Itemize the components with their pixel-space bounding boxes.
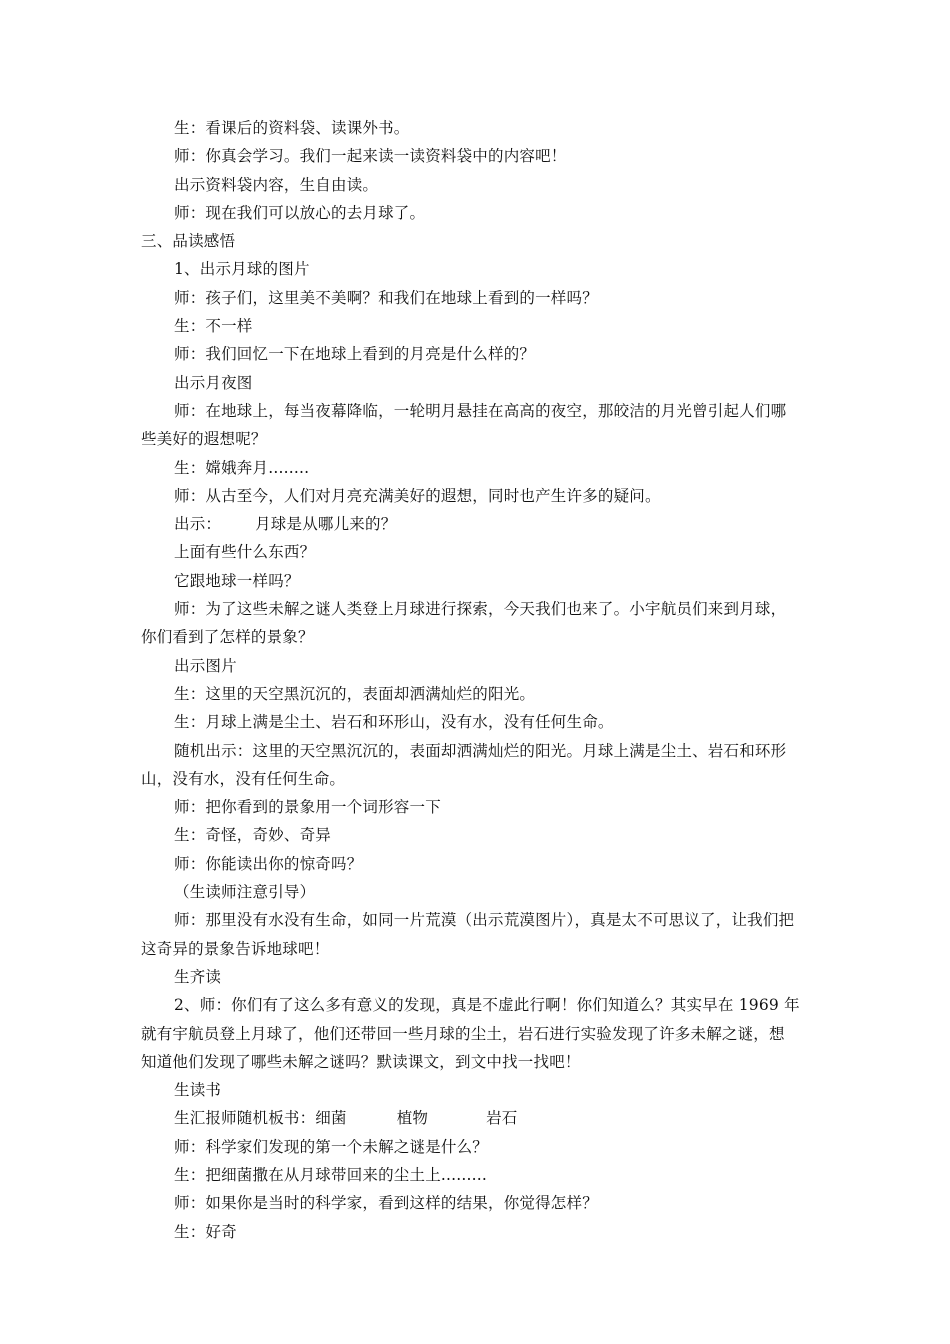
- paragraph: 生：奇怪，奇妙、奇异: [174, 826, 332, 845]
- board-item-plants: 植物: [396, 1109, 429, 1128]
- paragraph-line: 山，没有水，没有任何生命。: [141, 769, 346, 788]
- board-intro: 生汇报师随机板书：细菌: [174, 1109, 347, 1128]
- paragraph: 师：从古至今，人们对月亮充满美好的遐想，同时也产生许多的疑问。: [174, 486, 661, 505]
- paragraph: 出示资料袋内容，生自由读。: [174, 175, 379, 194]
- paragraph: 师：把你看到的景象用一个词形容一下: [174, 798, 441, 817]
- paragraph: 师：科学家们发现的第一个未解之谜是什么？: [174, 1137, 489, 1156]
- board-item-rocks: 岩石: [486, 1109, 518, 1128]
- paragraph: 生：好奇: [174, 1222, 237, 1241]
- paragraph: 师：孩子们，这里美不美啊？和我们在地球上看到的一样吗？: [174, 288, 598, 307]
- paragraph: 师：我们回忆一下在地球上看到的月亮是什么样的？: [174, 345, 536, 364]
- paragraph: 生读书: [174, 1081, 222, 1100]
- paragraph: 生：嫦娥奔月........: [174, 458, 310, 477]
- paragraph: 师：你能读出你的惊奇吗？: [174, 854, 363, 873]
- paragraph-line: 就有宇航员登上月球了，他们还带回一些月球的尘土，岩石进行实验发现了许多未解之谜，想: [141, 1024, 785, 1043]
- paragraph: 生：把细菌撒在从月球带回来的尘土上.........: [174, 1165, 488, 1184]
- paragraph: 生：看课后的资料袋、读课外书。: [174, 119, 410, 137]
- paragraph: （生读师注意引导）: [174, 883, 316, 902]
- paragraph: 师：现在我们可以放心的去月球了。: [174, 203, 426, 222]
- paragraph-line: 师：那里没有水没有生命，如同一片荒漠（出示荒漠图片），真是太不可思议了，让我们把: [174, 911, 795, 930]
- question-line: 上面有些什么东西？: [174, 543, 316, 562]
- paragraph: 出示图片: [174, 656, 237, 675]
- paragraph-line: 师：为了这些未解之谜人类登上月球进行探索，今天我们也来了。小宇航员们来到月球，: [174, 600, 787, 619]
- question-text: 月球是从哪儿来的？: [255, 515, 397, 534]
- paragraph: 生：月球上满是尘土、岩石和环形山，没有水，没有任何生命。: [174, 713, 614, 732]
- paragraph-line: 这奇异的景象告诉地球吧！: [141, 939, 330, 958]
- paragraph-line: 你们看到了怎样的景象？: [141, 628, 314, 647]
- paragraph: 生：不一样: [174, 317, 253, 336]
- paragraph-line: 师：在地球上，每当夜幕降临，一轮明月悬挂在高高的夜空，那皎洁的月光曾引起人们哪: [174, 401, 787, 420]
- paragraph-line: 些美好的遐想呢？: [141, 430, 267, 449]
- question-line: 它跟地球一样吗？: [174, 571, 300, 590]
- section-heading: 三、品读感悟: [141, 232, 236, 251]
- paragraph: 生：这里的天空黑沉沉的，表面却洒满灿烂的阳光。: [174, 684, 536, 703]
- paragraph: 出示月夜图: [174, 373, 253, 392]
- paragraph: 生齐读: [174, 967, 222, 986]
- paragraph-line: 知道他们发现了哪些未解之谜吗？默读课文，到文中找一找吧！: [141, 1052, 581, 1071]
- paragraph: [141, 1104, 811, 1132]
- paragraph-line: 随机出示：这里的天空黑沉沉的，表面却洒满灿烂的阳光。月球上满是尘土、岩石和环形: [174, 741, 787, 760]
- paragraph: 师：如果你是当时的科学家，看到这样的结果，你觉得怎样？: [174, 1194, 598, 1213]
- subsection-heading: 1、出示月球的图片: [174, 260, 310, 279]
- paragraph: [141, 510, 811, 538]
- paragraph: 师：你真会学习。我们一起来读一读资料袋中的内容吧！: [174, 147, 567, 166]
- show-label: 出示：: [174, 515, 222, 534]
- document-body: [141, 114, 811, 1246]
- paragraph-line: 2、师：你们有了这么多有意义的发现，真是不虚此行啊！你们知道么？其实早在 1969 年: [174, 996, 800, 1015]
